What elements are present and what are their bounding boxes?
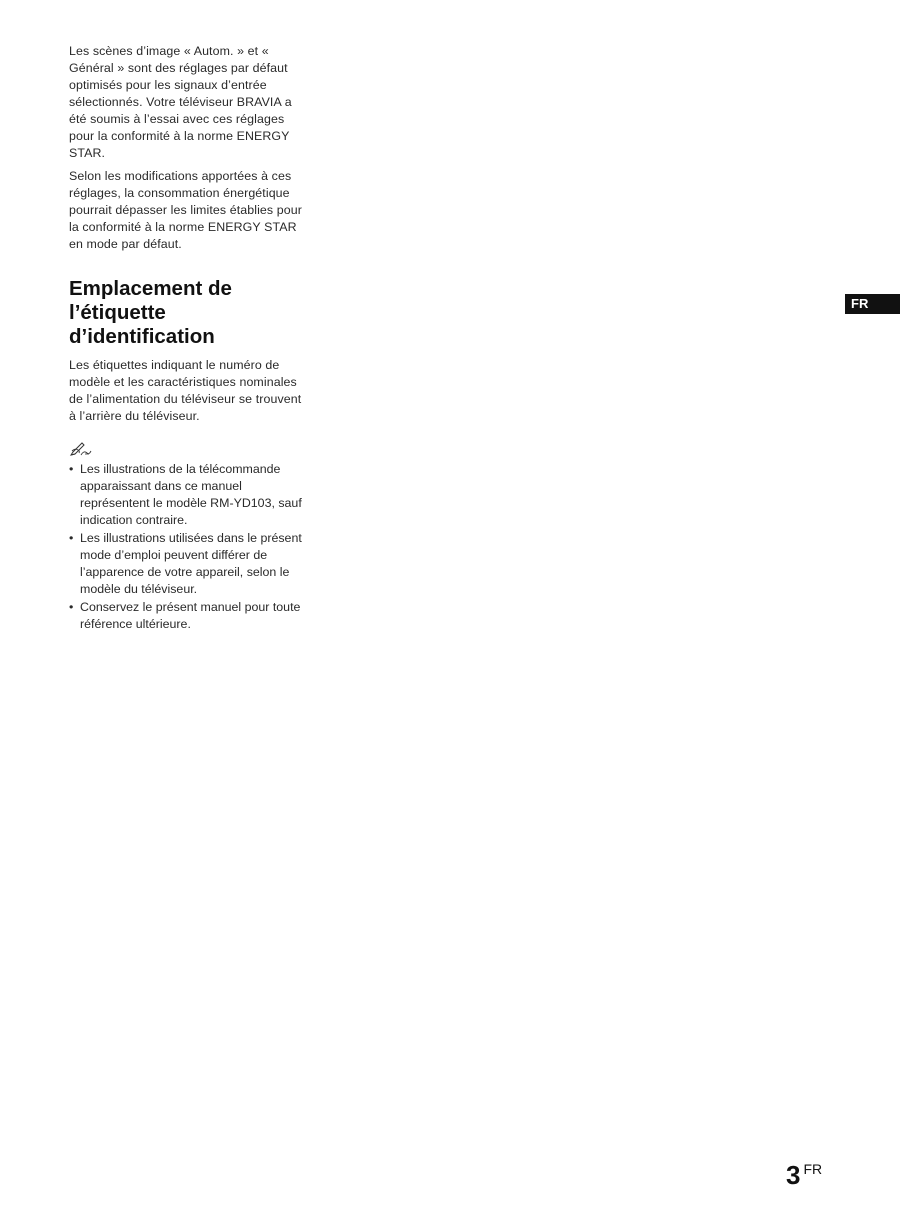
page-number-suffix: FR [803, 1161, 823, 1177]
intro-paragraph-1: Les scènes d’image « Autom. » et « Général » sont des réglages par défaut optimisés pour les signaux d’entrée sélectionnés. Votre téléviseur BRAVIA a été soumis à l’essai avec ces réglages pour la conformité à la norme ENERGY STAR. [69, 44, 292, 160]
main-column [69, 43, 305, 634]
note-text: Les illustrations de la télécommande apparaissant dans ce manuel représentent le modèle RM-YD103, sauf indication contraire. [80, 462, 302, 527]
note-item [69, 530, 305, 598]
bullet: • [69, 531, 74, 545]
language-tab: FR [845, 294, 900, 314]
bullet: • [69, 462, 74, 476]
note-item [69, 599, 305, 633]
pencil-note-icon [69, 441, 93, 457]
page-number [786, 1160, 822, 1191]
section-heading: Emplacement de l’étiquette d’identification [69, 277, 232, 348]
notes-list [69, 461, 305, 633]
bullet: • [69, 600, 74, 614]
note-text: Conservez le présent manuel pour toute référence ultérieure. [80, 600, 301, 631]
note-text: Les illustrations utilisées dans le présent mode d’emploi peuvent différer de l’apparence de votre appareil, selon le modèle du téléviseur. [80, 531, 302, 596]
intro-paragraph-2: Selon les modifications apportées à ces réglages, la consommation énergétique pourrait dépasser les limites établies pour la conformité à la norme ENERGY STAR en mode par défaut. [69, 169, 302, 251]
section-body: Les étiquettes indiquant le numéro de modèle et les caractéristiques nominales de l’alimentation du téléviseur se trouvent à l’arrière du téléviseur. [69, 358, 302, 423]
page-number-value: 3 [786, 1160, 801, 1190]
note-item [69, 461, 305, 529]
